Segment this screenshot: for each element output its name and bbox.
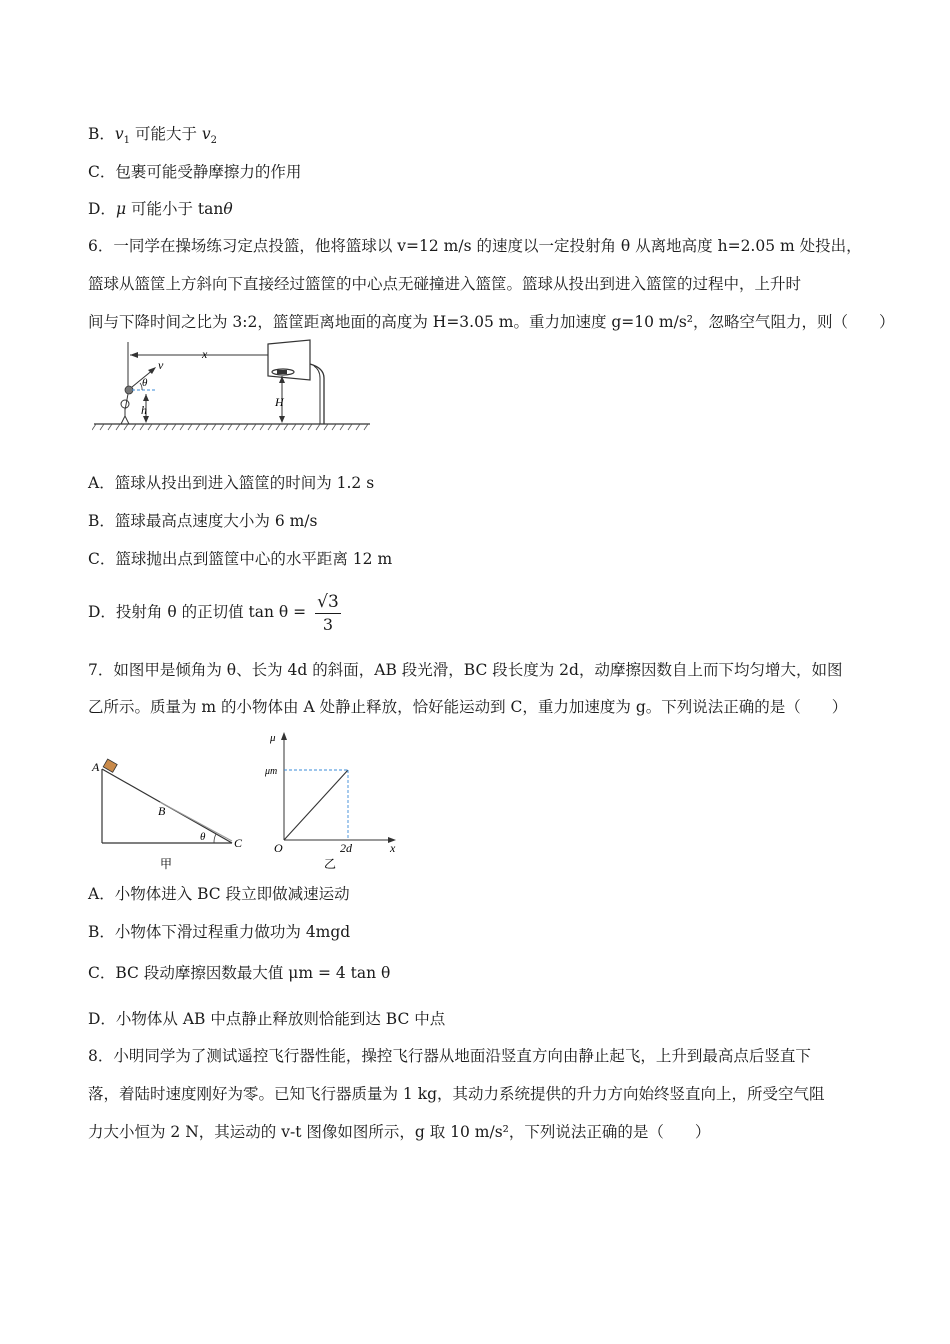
incline-figure-jia [90, 755, 250, 873]
option-d-text: D．投射角 θ 的正切值 tan θ = [88, 603, 307, 621]
label-A: A [92, 760, 100, 774]
label-H: H [275, 395, 284, 409]
basketball-figure [92, 338, 372, 454]
caption-jia: 甲 [160, 857, 173, 871]
label-h: h [141, 403, 147, 417]
option-letter: C． [88, 163, 116, 181]
caption-yi: 乙 [324, 857, 337, 871]
q6-option-d [88, 588, 341, 636]
basketball-icon [125, 386, 133, 394]
label-2d: 2d [340, 841, 352, 855]
option-b-prev: B．$v_1$ 可能大于 $v_2$ [88, 125, 218, 147]
option-letter: B． [88, 125, 115, 143]
fraction-denominator: 3 [322, 614, 334, 634]
fraction-sqrt3-over-3 [315, 591, 341, 636]
mu-line [284, 770, 348, 840]
q6-stem-line-1: 6．一同学在操场练习定点投篮，他将篮球以 v=12 m/s 的速度以一定投射角 θ 从离地高度 h=2.05 m 处投出， [88, 237, 862, 255]
q7-stem-line-2: 乙所示。质量为 m 的小物体由 A 处静止释放，恰好能运动到 C，重力加速度为 g。下列说法正确的是（ ） [88, 698, 848, 716]
q7-option-c: C．BC 段动摩擦因数最大值 μm = 4 tan θ [88, 964, 391, 982]
q6-option-b: B．篮球最高点速度大小为 6 m/s [88, 512, 318, 530]
label-x-axis: x [390, 841, 396, 855]
q6-stem-line-3: 间与下降时间之比为 3:2，篮筐距离地面的高度为 H=3.05 m。重力加速度 g=10 m/s²，忽略空气阻力，则（ ） [88, 313, 895, 331]
q7-option-b: B．小物体下滑过程重力做功为 4mgd [88, 923, 351, 941]
label-x: x [202, 347, 208, 361]
q8-stem-line-2: 落，着陆时速度刚好为零。已知飞行器质量为 1 kg，其动力系统提供的升力方向始终竖直向上，所受空气阻 [88, 1085, 825, 1103]
option-text: 包裹可能受静摩擦力的作用 [115, 163, 302, 181]
option-c-prev [88, 162, 301, 182]
option-letter: D． [88, 200, 116, 218]
option-d-prev: D．μ 可能小于 tanθ [88, 200, 233, 218]
label-mu: μ [270, 732, 276, 744]
q6-option-c: C．篮球抛出点到篮筐中心的水平距离 12 m [88, 550, 393, 568]
label-B: B [158, 804, 166, 818]
fraction-numerator: √3 [317, 591, 339, 612]
label-origin: O [274, 841, 283, 855]
q7-option-a: A．小物体进入 BC 段立即做减速运动 [88, 885, 350, 903]
label-C: C [234, 836, 243, 850]
q8-stem-line-1: 8．小明同学为了测试遥控飞行器性能，操控飞行器从地面沿竖直方向由静止起飞，上升到最高点后竖直下 [88, 1047, 811, 1065]
label-theta: θ [200, 831, 206, 843]
label-theta: θ [142, 377, 148, 389]
label-mu-m: μm [265, 766, 278, 777]
q7-option-d: D．小物体从 AB 中点静止释放则恰能到达 BC 中点 [88, 1010, 446, 1028]
mu-x-graph-yi [262, 728, 402, 874]
q6-option-a: A．篮球从投出到进入篮筐的时间为 1.2 s [88, 474, 375, 492]
q7-stem-line-1: 7．如图甲是倾角为 θ、长为 4d 的斜面，AB 段光滑，BC 段长度为 2d，动摩擦因数自上而下均匀增大，如图 [88, 661, 843, 679]
label-v: v [158, 358, 164, 372]
q6-stem-line-2: 篮球从篮筐上方斜向下直接经过篮筐的中心点无碰撞进入篮筐。篮球从投出到进入篮筐的过程中，上升时 [88, 275, 802, 293]
q8-stem-line-3: 力大小恒为 2 N，其运动的 v-t 图像如图所示，g 取 10 m/s²，下列说法正确的是（ ） [88, 1123, 711, 1141]
